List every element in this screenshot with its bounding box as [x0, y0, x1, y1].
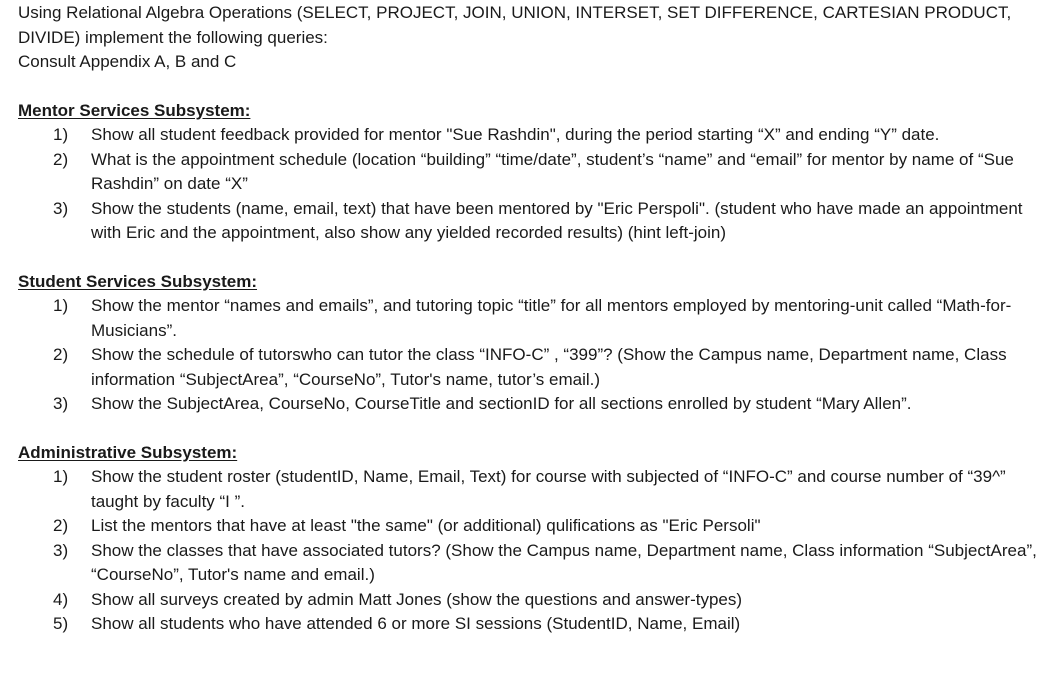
query-item — [18, 539, 1048, 588]
query-text: Show the SubjectArea, CourseNo, CourseTitle and sectionID for all sections enrolled by student “Mary Allen”. — [91, 394, 912, 413]
query-item — [18, 465, 1048, 514]
section-title: Administrative Subsystem: — [18, 442, 238, 462]
query-item — [18, 612, 1048, 637]
query-text: Show the mentor “names and emails”, and tutoring topic “title” for all mentors employed by mentoring-unit called “Math-for-Musicians”. — [91, 296, 1012, 340]
query-text: List the mentors that have at least "the same" (or additional) qulifications as "Eric Persoli" — [91, 516, 761, 535]
query-text: Show the students (name, email, text) that have been mentored by "Eric Perspoli". (student who have made an appointment with Eric and the appointment, also show any yielded recorded results) (hint left-join) — [91, 198, 1023, 242]
query-item — [18, 294, 1048, 343]
section-title: Mentor Services Subsystem: — [18, 100, 251, 120]
intro-block — [18, 0, 1048, 75]
query-number: 2) — [53, 516, 69, 535]
query-number: 2) — [53, 149, 69, 169]
query-list — [18, 465, 1048, 637]
query-number: 4) — [53, 589, 69, 609]
query-list — [18, 294, 1048, 417]
query-text: Show all surveys created by admin Matt Jones (show the questions and answer-types) — [91, 589, 743, 609]
query-item — [18, 588, 1048, 613]
query-number: 3) — [53, 198, 69, 218]
section-administrative — [18, 441, 1048, 637]
query-item — [18, 343, 1048, 392]
section-mentor-services — [18, 99, 1048, 246]
query-number: 5) — [53, 614, 69, 633]
intro-line-2: DIVIDE) implement the following queries: — [18, 27, 328, 47]
query-number: 3) — [53, 394, 69, 413]
intro-line-3: Consult Appendix A, B and C — [18, 52, 237, 71]
query-text: What is the appointment schedule (location “building” “time/date”, student’s “name” and “email” for mentor by name of “Sue Rashdin” on date “X” — [91, 149, 1014, 193]
query-text: Show all student feedback provided for mentor "Sue Rashdin", during the period starting “X” and ending “Y” date. — [91, 125, 940, 144]
query-number: 1) — [53, 125, 69, 144]
query-number: 1) — [53, 296, 69, 315]
query-text: Show the classes that have associated tutors? (Show the Campus name, Department name, Class information “SubjectArea”, “CourseNo”, Tutor's name and email.) — [91, 540, 1037, 584]
query-item — [18, 123, 1048, 148]
query-number: 1) — [53, 467, 69, 486]
document-page — [18, 0, 1048, 637]
query-number: 3) — [53, 540, 69, 560]
query-text: Show all students who have attended 6 or more SI sessions (StudentID, Name, Email) — [91, 614, 741, 633]
query-item — [18, 514, 1048, 539]
query-item — [18, 197, 1048, 246]
query-text: Show the student roster (studentID, Name, Email, Text) for course with subjected of “INFO-C” and course number of “39^” taught by faculty “I ”. — [91, 467, 1006, 511]
query-item — [18, 392, 1048, 417]
query-list — [18, 123, 1048, 246]
query-number: 2) — [53, 345, 69, 364]
query-text: Show the schedule of tutorswho can tutor the class “INFO-C” , “399”? (Show the Campus name, Department name, Class information “SubjectArea”, “CourseNo”, Tutor's name, tutor’s email.) — [91, 345, 1007, 389]
section-title: Student Services Subsystem: — [18, 271, 258, 291]
query-item — [18, 148, 1048, 197]
section-student-services — [18, 270, 1048, 417]
intro-line-1: Using Relational Algebra Operations (SELECT, PROJECT, JOIN, UNION, INTERSET, SET DIFFERENCE, CARTESIAN PRODUCT, — [18, 3, 1012, 22]
